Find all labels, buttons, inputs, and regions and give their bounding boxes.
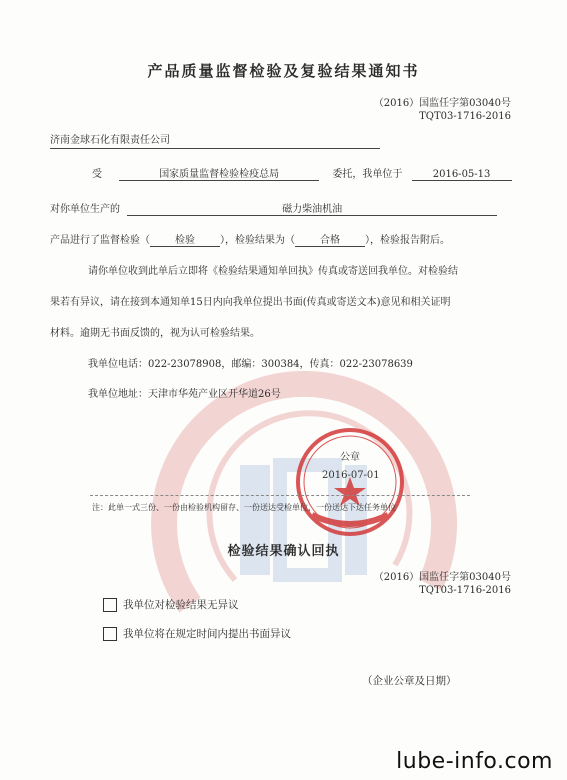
official-seal: [290, 425, 410, 540]
company-name: 济南金球石化有限责任公司: [50, 131, 380, 149]
entrust-mid: 委托，我单位于: [332, 169, 403, 180]
inspect-type: 检验: [150, 231, 220, 247]
checkbox-no-objection[interactable]: [103, 598, 117, 612]
option-no-objection[interactable]: [103, 597, 239, 612]
entrust-prefix: 受: [92, 169, 102, 180]
receipt-title: 检验结果确认回执: [227, 544, 340, 559]
contact-info: 我单位电话：022-23078908，邮编：300384，传真：022-23078639: [88, 359, 413, 370]
note-divider: [90, 495, 470, 496]
inspect-prefix: 产品进行了监督检验（: [50, 235, 150, 246]
site-watermark: lube-info.com: [396, 749, 553, 774]
instruction-line-1: 请你单位收到此单后立即将《检验结果通知单回执》传真或寄送回我单位。对检验结: [88, 266, 458, 277]
instruction-line-2: 果若有异议，请在接到本通知单15日内向我单位提出书面(传真或寄送文本)意见和相关证明: [50, 297, 451, 308]
entrust-date: 2016-05-13: [412, 169, 512, 181]
notice-ref-code: TQT03-1716-2016: [419, 111, 511, 122]
option-objection-label: 我单位将在规定时间内提出书面异议: [123, 628, 291, 640]
stamp-date: 2016-07-01: [322, 470, 380, 481]
instruction-line-3: 材料。逾期无书面反馈的，视为认可检验结果。: [50, 328, 260, 339]
product-name: 磁力柴油机油: [127, 200, 497, 216]
checkbox-objection[interactable]: [103, 627, 117, 641]
inspect-suffix: ），检验报告附后。: [365, 235, 450, 246]
product-prefix: 对你单位生产的: [50, 204, 120, 215]
receipt-footer: （企业公章及日期）: [362, 675, 457, 687]
inspect-result: 合格: [295, 231, 365, 247]
notice-title: 产品质量监督检验及复验结果通知书: [147, 62, 420, 80]
receipt-ref-no: （2016）国监任字第03040号: [373, 572, 511, 583]
inspect-mid: ），检验结果为（: [220, 235, 295, 246]
option-objection[interactable]: [103, 626, 291, 641]
distribution-note: 注：此单一式三份、一份由检验机构留存、一份送达受检单位，一份送达下达任务单位: [92, 503, 396, 512]
entrust-org: 国家质量监督检验检疫总局: [119, 165, 319, 181]
stamp-label: 公章: [340, 452, 360, 463]
notice-ref-no: （2016）国监任字第03040号: [373, 98, 511, 109]
receipt-ref-code: TQT03-1716-2016: [419, 585, 511, 596]
option-no-objection-label: 我单位对检验结果无异议: [123, 599, 239, 611]
address-info: 我单位地址：天津市华苑产业区开华道26号: [88, 389, 281, 400]
